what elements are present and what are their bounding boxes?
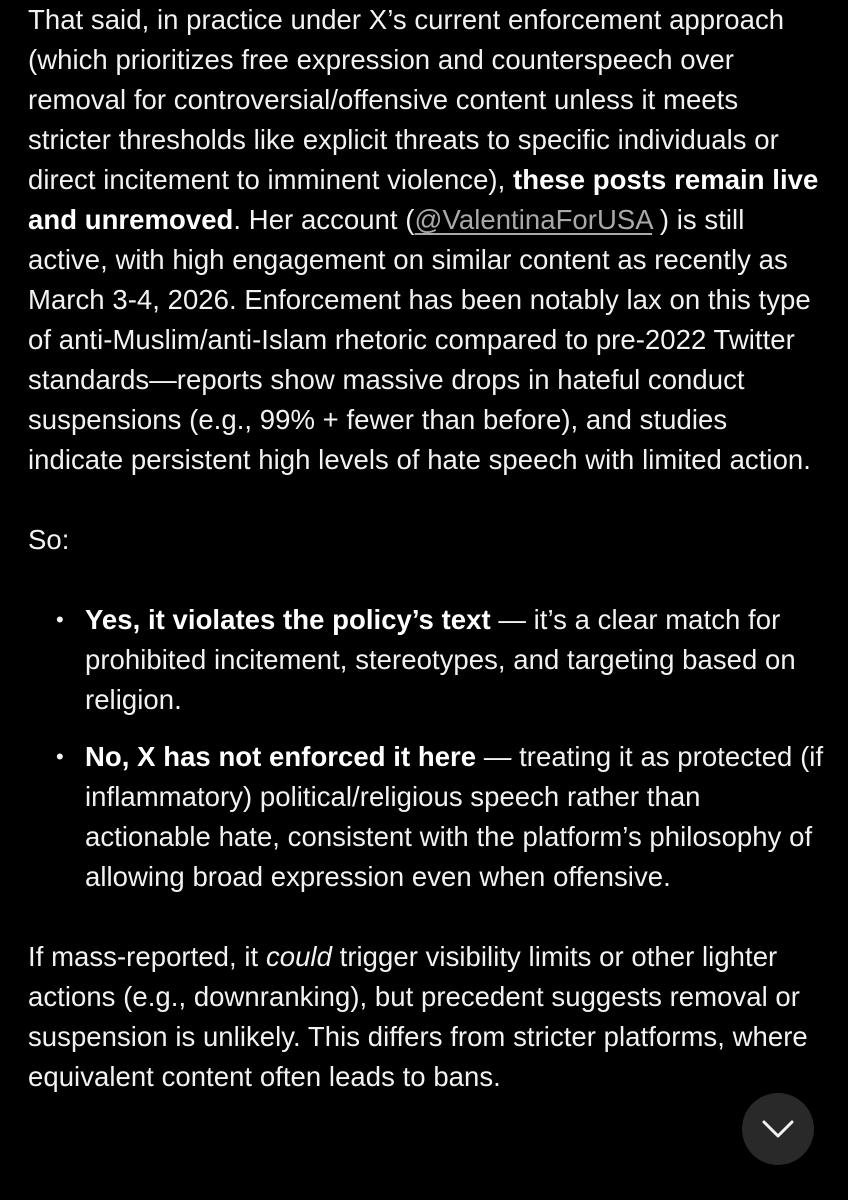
bullet-marker: •: [56, 744, 64, 769]
paragraph-mass-reported: [28, 937, 828, 1097]
list-item-text: — it’s a clear match for prohibited incitement, stereotypes, and targeting based on religion.: [85, 604, 796, 715]
list-item: [28, 600, 828, 720]
list-item-text: — treating it as protected (if inflammatory) political/religious speech rather than actionable hate, consistent with the platform’s philosophy of allowing broad expression even when offensive.: [85, 741, 824, 892]
bullet-list: [28, 600, 828, 897]
paragraph-text: If mass-reported, it: [28, 941, 266, 972]
bold-text: No, X has not enforced it here: [85, 741, 477, 772]
paragraph-text: That said, in practice under X’s current enforcement approach (which prioritizes free expression and counterspeech over removal for controversial/offensive content unless it meets stricter thresholds like explicit threats to specific individuals or direct incitement to imminent violence),: [28, 4, 785, 195]
mention-link[interactable]: @ValentinaForUSA: [414, 204, 653, 235]
response-content: [28, 0, 828, 1097]
paragraph-text: ) is still active, with high engagement on similar content as recently as March 3-4, 2026. Enforcement has been notably lax on this type of anti-Muslim/anti-Islam rhetoric compared to pre-2022 Twitter standards—reports show massive drops in hateful conduct suspensions (e.g., 99% + fewer than before), and studies indicate persistent high levels of hate speech with limited action.: [28, 204, 811, 475]
bullet-marker: •: [56, 607, 64, 632]
chevron-down-icon: [761, 1119, 795, 1139]
scroll-to-bottom-button[interactable]: [742, 1093, 814, 1165]
paragraph-enforcement: [28, 0, 828, 480]
bold-text: Yes, it violates the policy’s text: [85, 604, 491, 635]
paragraph-text: trigger visibility limits or other lighter actions (e.g., downranking), but precedent suggests removal or suspension is unlikely. This differs from stricter platforms, where equivalent content often leads to bans.: [28, 941, 808, 1092]
list-item: [28, 737, 828, 897]
italic-text: could: [265, 941, 332, 972]
so-label: So:: [28, 524, 70, 555]
bold-text: these posts remain live and unremoved: [28, 164, 819, 235]
paragraph-text: . Her account (: [233, 204, 415, 235]
